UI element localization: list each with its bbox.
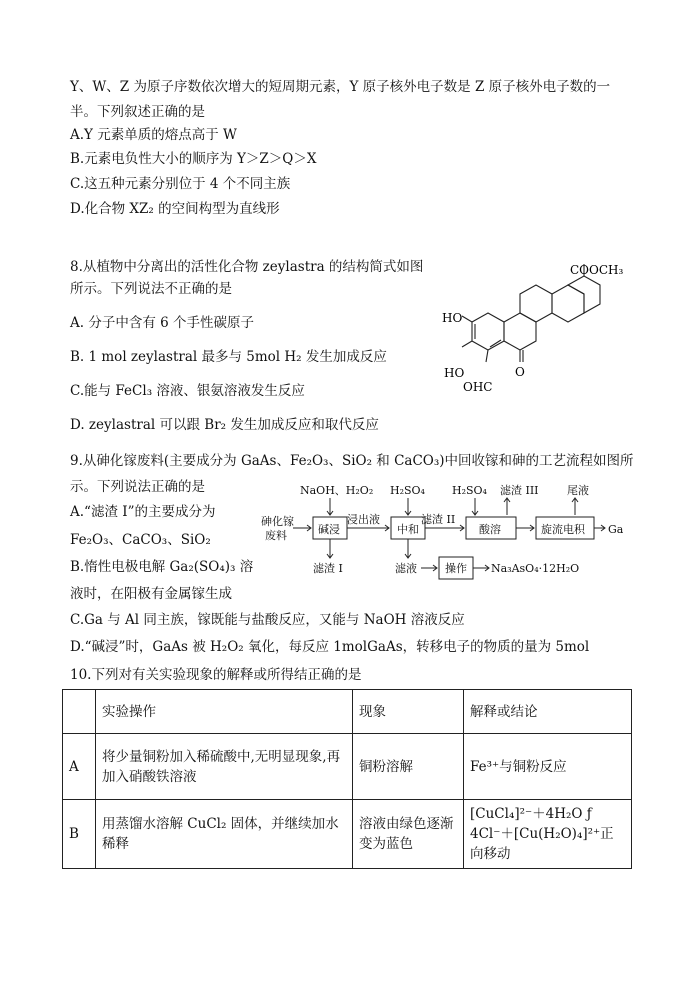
q8-stem-line1: 8.从植物中分离出的活性化合物 zeylastra 的结构简式如图: [70, 259, 424, 275]
filtrate: 滤液: [395, 562, 417, 575]
q7-option-d: D.化合物 XZ₂ 的空间构型为直线形: [70, 201, 280, 217]
row-phenomenon: 铜粉溶解: [353, 734, 464, 800]
product-na3aso4: Na₃AsO₄·12H₂O: [491, 562, 580, 575]
q10-stem: 10.下列对有关实验现象的解释或所得结正确的是: [70, 667, 362, 683]
row-label: A: [63, 734, 96, 800]
header-cell-operation: 实验操作: [96, 690, 353, 734]
zeylastral-structure: [438, 258, 638, 398]
box-electrowin-label: 旋流电积: [541, 523, 585, 536]
box-alkali-leach-label: 碱浸: [318, 523, 340, 536]
q9-option-a-line2: Fe₂O₃、CaCO₃、SiO₂: [70, 532, 211, 548]
process-flowchart: [255, 480, 635, 585]
table-row: [63, 734, 632, 800]
box-neutralize-label: 中和: [397, 523, 419, 536]
q7-option-a: A.Y 元素单质的熔点高于 W: [70, 127, 237, 143]
q7-option-b: B.元素电负性大小的顺序为 Y＞Z＞Q＞X: [70, 151, 317, 167]
q8-stem-line2: 所示。下列说法不正确的是: [70, 281, 232, 297]
label-ho-1: HO: [442, 311, 463, 325]
q9-option-b-line1: B.惰性电极电解 Ga₂(SO₄)₃ 溶: [70, 559, 254, 575]
row-label: B: [63, 800, 96, 869]
q9-option-b-line2: 液时，在阳极有金属镓生成: [70, 586, 232, 602]
row-phenomenon: 溶液由绿色逐渐变为蓝色: [353, 800, 464, 869]
q8-option-a: A. 分子中含有 6 个手性碳原子: [70, 315, 255, 331]
q7-stem-line1: Y、W、Z 为原子序数依次增大的短周期元素，Y 原子核外电子数是 Z 原子核外电子数的一: [70, 79, 611, 95]
feed-label-1: 砷化镓: [261, 515, 294, 528]
reagent-h2so4-2: H₂SO₄: [452, 484, 487, 497]
box-acid-dissolve-label: 酸溶: [479, 523, 501, 536]
tail-liquid: 尾液: [567, 484, 589, 497]
q8-option-c: C.能与 FeCl₃ 溶液、银氨溶液发生反应: [70, 383, 305, 399]
reagent-h2so4-1: H₂SO₄: [390, 484, 425, 497]
q8-option-b: B. 1 mol zeylastral 最多与 5mol H₂ 发生加成反应: [70, 349, 387, 365]
q7-stem-line2: 半。下列叙述正确的是: [70, 104, 205, 120]
leach-solution: 浸出液: [347, 513, 380, 526]
label-o: O: [515, 365, 525, 379]
label-coome: COOCH₃: [570, 263, 624, 277]
row-operation: 用蒸馏水溶解 CuCl₂ 固体，并继续加水稀释: [96, 800, 353, 869]
q7-option-c: C.这五种元素分别位于 4 个不同主族: [70, 176, 291, 192]
q9-stem-line1: 9.从砷化镓废料(主要成分为 GaAs、Fe₂O₃、SiO₂ 和 CaCO₃)中回收镓和砷的工艺流程如图所: [70, 453, 634, 469]
residue-3: 滤渣 III: [500, 484, 539, 497]
label-ho-2: HO: [444, 366, 465, 380]
row-conclusion: Fe³⁺与铜粉反应: [464, 734, 632, 800]
product-ga: Ga: [608, 523, 624, 536]
reagent-naoh-h2o2: NaOH、H₂O₂: [300, 484, 374, 497]
header-cell-conclusion: 解释或结论: [464, 690, 632, 734]
q9-stem-line2: 示。下列说法正确的是: [70, 479, 205, 495]
residue-1: 滤渣 I: [313, 562, 343, 575]
header-cell-phenomenon: 现象: [353, 690, 464, 734]
experiment-table: [62, 689, 632, 869]
q9-option-a-line1: A.“滤渣 I”的主要成分为: [70, 504, 216, 520]
table-header-row: [63, 690, 632, 734]
q9-option-d: D.“碱浸”时，GaAs 被 H₂O₂ 氧化，每反应 1molGaAs，转移电子的物质的量为 5mol: [70, 639, 590, 655]
box-operation-label: 操作: [445, 562, 467, 575]
label-ohc: OHC: [463, 380, 493, 394]
header-cell-index: [63, 690, 96, 734]
row-operation: 将少量铜粉加入稀硫酸中,无明显现象,再加入硝酸铁溶液: [96, 734, 353, 800]
table-row: [63, 800, 632, 869]
row-conclusion: [CuCl₄]²⁻＋4H₂O ƒ 4Cl⁻＋[Cu(H₂O)₄]²⁺正向移动: [464, 800, 632, 869]
q8-option-d: D. zeylastral 可以跟 Br₂ 发生加成反应和取代反应: [70, 417, 379, 433]
residue-2: 滤渣 II: [421, 513, 456, 526]
q9-option-c: C.Ga 与 Al 同主族，镓既能与盐酸反应，又能与 NaOH 溶液反应: [70, 612, 465, 628]
feed-label-2: 废料: [265, 529, 287, 542]
